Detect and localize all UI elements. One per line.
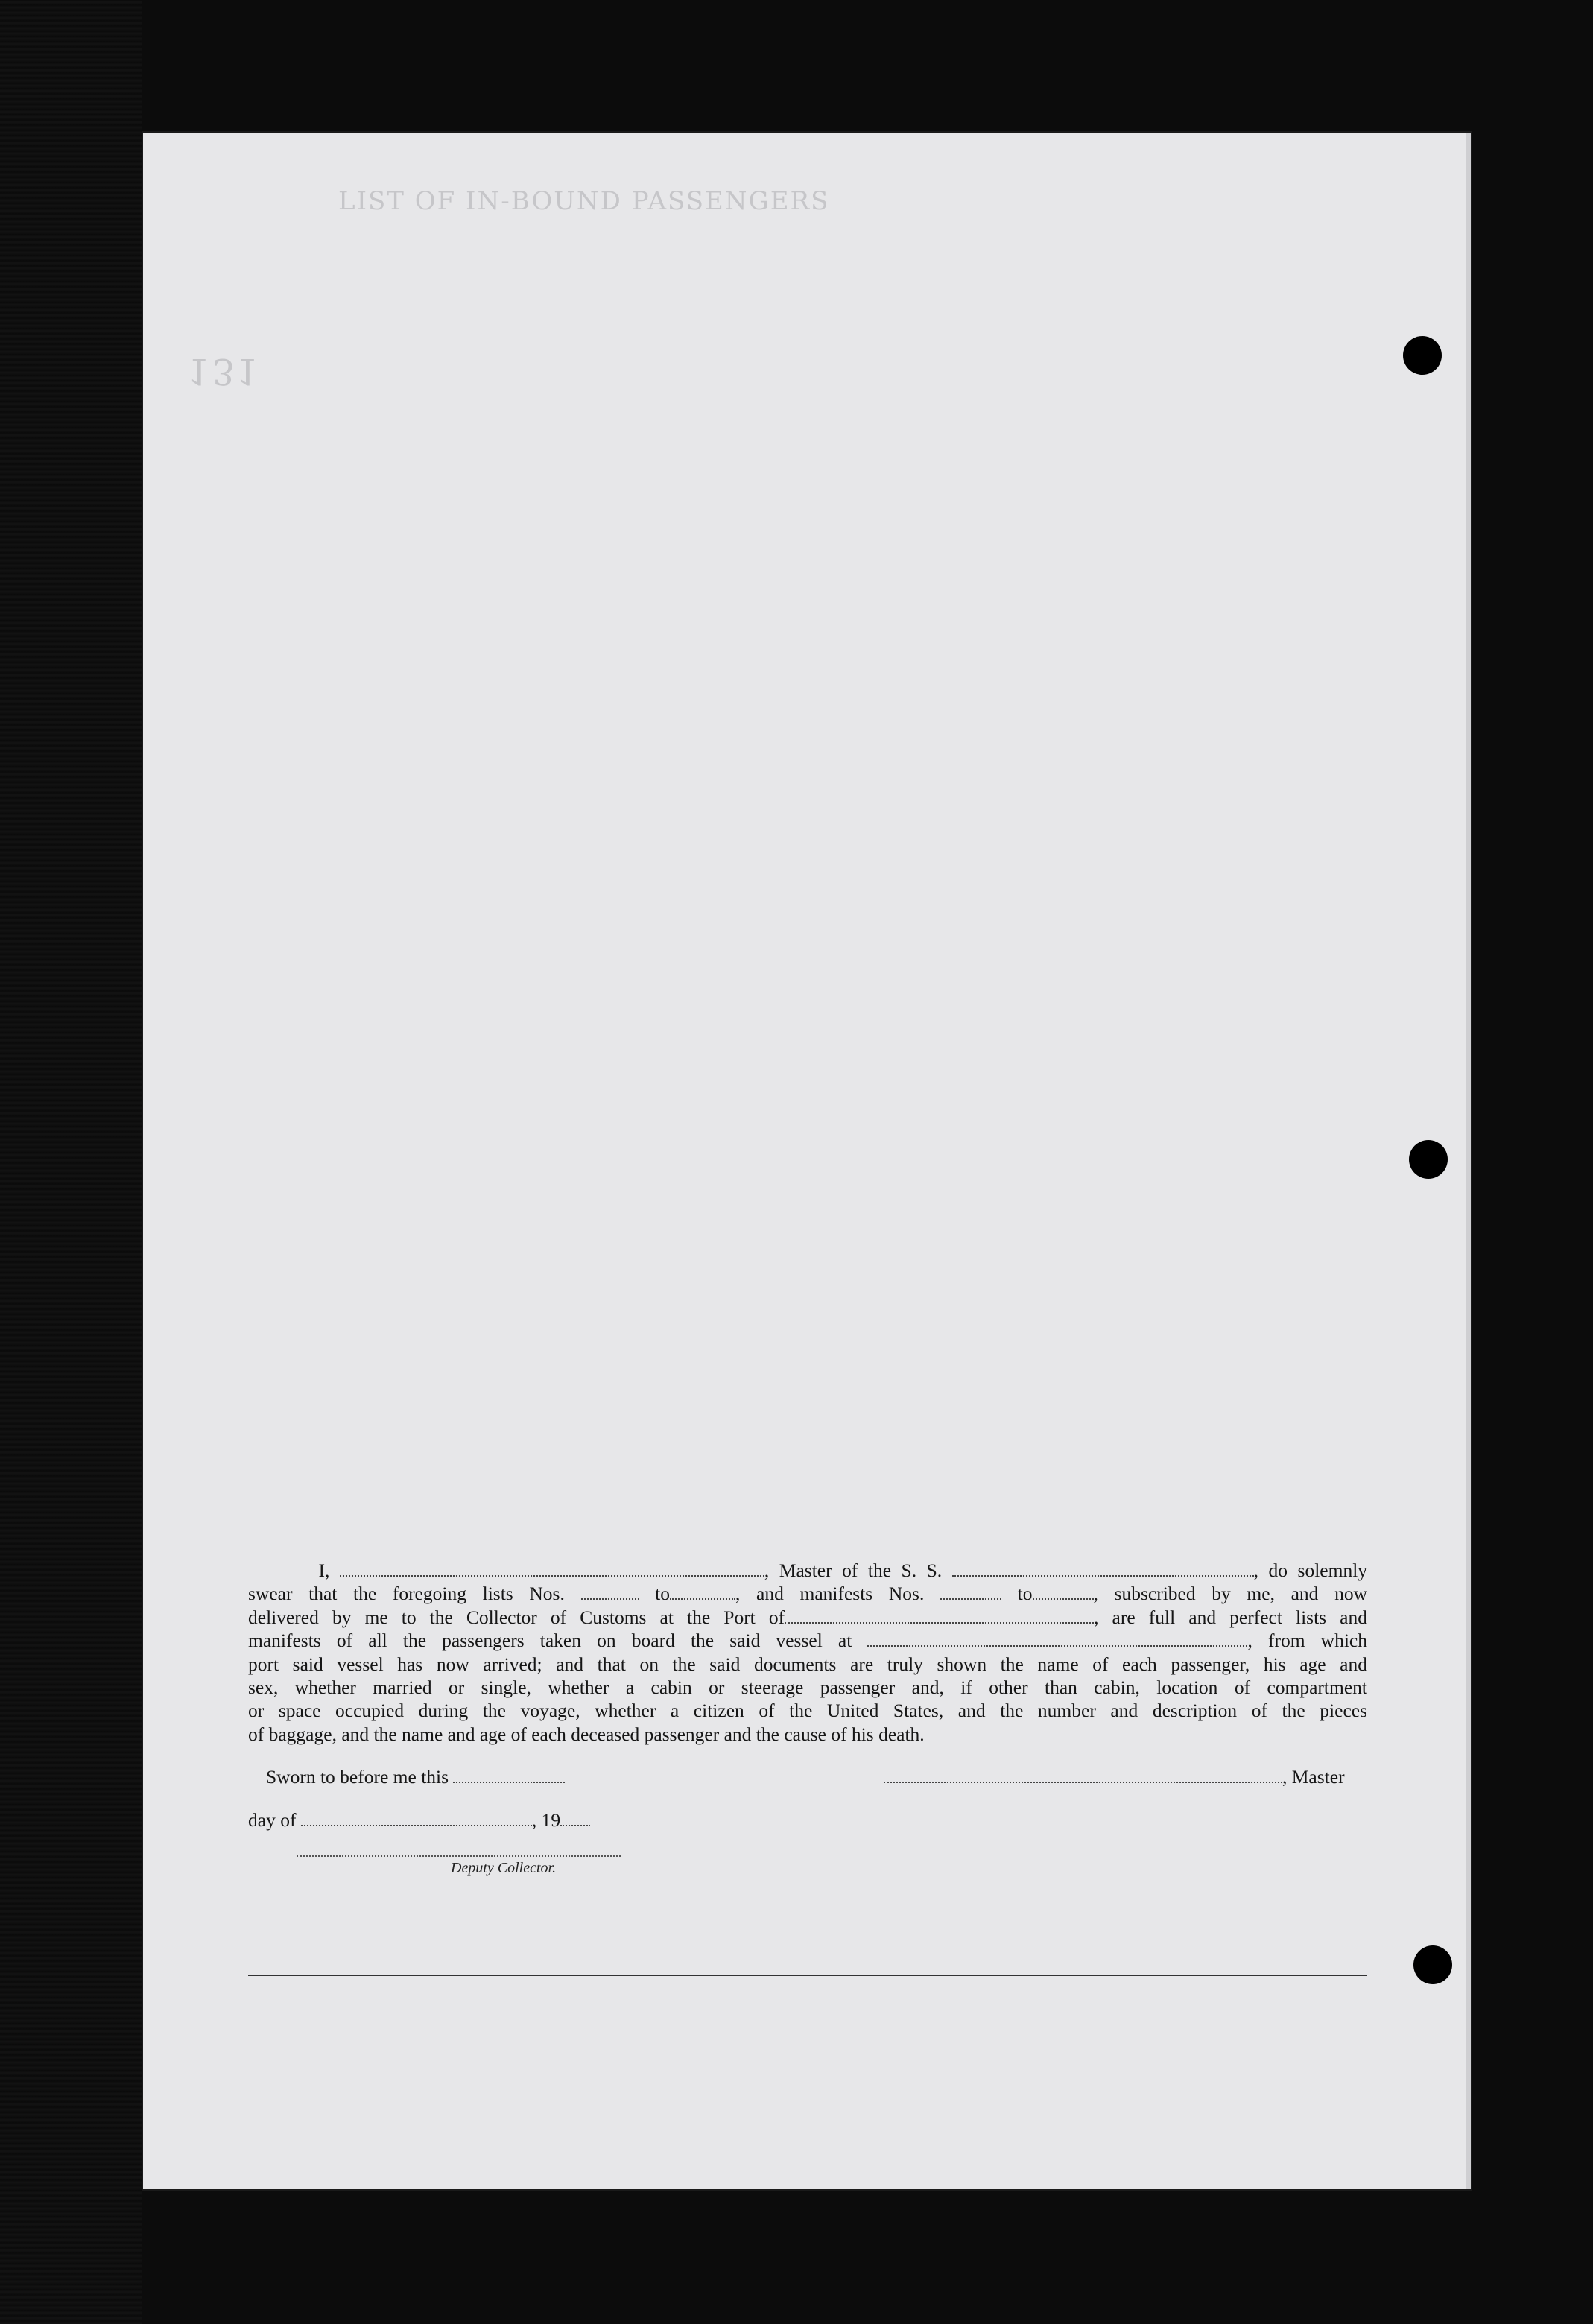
list-from-blank[interactable] [581,1585,639,1600]
sworn-day-blank[interactable] [453,1768,565,1783]
oath-line-2 [248,1582,1367,1605]
document-page [143,133,1471,2189]
oath-text: , are full and perfect lists and [1094,1606,1367,1628]
deputy-signature-line[interactable] [297,1855,621,1857]
year-prefix: , 19 [531,1809,561,1831]
oath-line-1 [248,1559,1367,1582]
oath-text: I, [318,1560,330,1581]
ghost-heading: LIST OF IN-BOUND PASSENGERS [338,186,830,216]
oath-line-6: sex, whether married or single, whether a cabin or steerage passenger and, if other than cabin, location of compartment [248,1676,1367,1699]
oath-text: swear that the foregoing lists Nos. [248,1583,565,1605]
oath-paragraph [248,1559,1367,1746]
list-to-blank[interactable] [670,1585,735,1600]
manifest-to-blank[interactable] [1033,1585,1094,1600]
punch-hole-top [1403,336,1442,375]
departure-port-blank[interactable] [867,1632,1247,1647]
oath-line-3 [248,1606,1367,1629]
master-signature-blank[interactable] [884,1768,1282,1783]
deputy-collector-label: Deputy Collector. [451,1860,557,1876]
oath-text: to [655,1583,670,1605]
oath-text: manifests of all the passengers taken on board the said vessel at [248,1630,852,1652]
month-blank[interactable] [301,1811,532,1826]
punch-hole-middle [1409,1140,1448,1179]
oath-line-5: port said vessel has now arrived; and that on the said documents are truly shown the name of each passenger, his age and [248,1653,1367,1675]
year-blank[interactable] [560,1811,590,1826]
film-edge [0,0,142,2324]
oath-line-8: of baggage, and the name and age of each deceased passenger and the cause of his death. [248,1723,925,1745]
oath-text: delivered by me to the Collector of Customs at the Port of [248,1606,785,1628]
oath-text: , do solemnly [1253,1560,1368,1581]
day-of-label: day of [248,1809,297,1831]
port-blank[interactable] [785,1609,1094,1624]
oath-text: , Master of the S. S. [764,1560,943,1581]
oath-text: , subscribed by me, and now [1093,1583,1367,1605]
ghost-page-number: 131 [188,350,261,392]
bottom-rule [248,1975,1367,1976]
oath-text: to [1017,1583,1033,1605]
oath-line-4 [248,1629,1367,1652]
ship-blank[interactable] [952,1562,1254,1577]
date-row [248,1809,590,1831]
oath-text: , from which [1247,1630,1368,1652]
oath-text: , and manifests Nos. [735,1583,925,1605]
name-blank[interactable] [340,1562,764,1577]
master-signature-row [884,1766,1345,1788]
sworn-label: Sworn to before me this [266,1766,449,1788]
oath-line-7: or space occupied during the voyage, whether a citizen of the United States, and the number and description of the pieces [248,1700,1367,1722]
master-label: , Master [1282,1766,1345,1788]
punch-hole-bottom [1413,1945,1452,1984]
manifest-from-blank[interactable] [940,1585,1001,1600]
sworn-row [266,1766,565,1788]
